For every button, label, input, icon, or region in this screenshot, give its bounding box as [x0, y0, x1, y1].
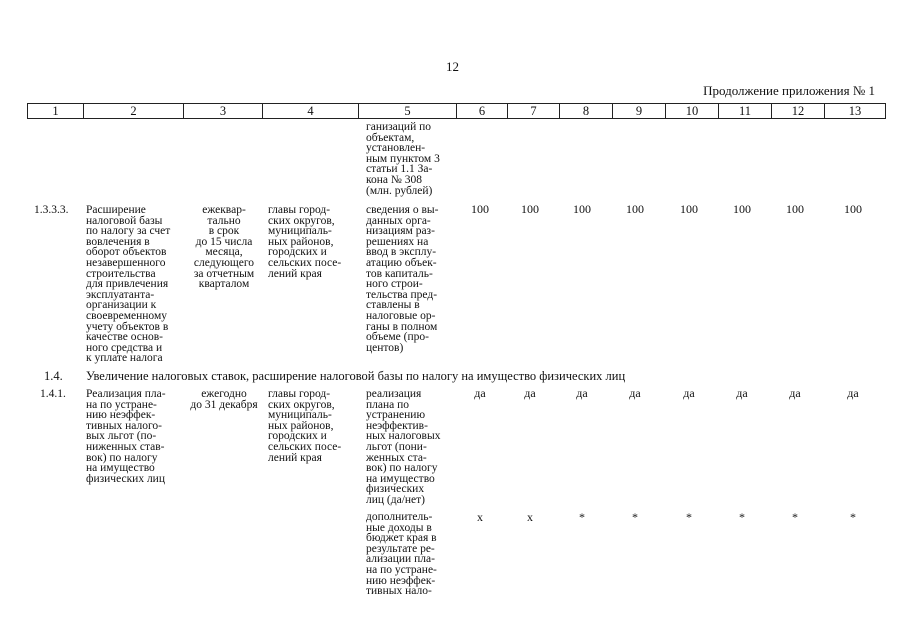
carry-over-indicator-text: ганизаций по объектам, установлен- ным пунктом 3 статьи 1.1 За- кона № 308 (млн. рублей) — [366, 121, 440, 197]
value-cell: 100 — [680, 202, 698, 216]
section-number: 1.4. — [44, 369, 63, 383]
value-cell: да — [629, 386, 641, 400]
value-cell: 100 — [471, 202, 489, 216]
row-number: 1.4.1. — [40, 388, 66, 400]
column-header: 2 — [84, 104, 184, 119]
value-cell: 100 — [844, 202, 862, 216]
section-title: Увеличение налоговых ставок, расширение налоговой базы по налогу на имущество физических лиц — [86, 369, 626, 383]
column-header: 11 — [719, 104, 772, 119]
value-cell: 100 — [786, 202, 804, 216]
column-header-row — [27, 103, 886, 119]
value-cell: 100 — [733, 202, 751, 216]
deadline: ежегодно до 31 декабря — [190, 388, 258, 411]
value-cell: * — [850, 510, 856, 524]
value-cell: да — [524, 386, 536, 400]
column-header: 7 — [508, 104, 560, 119]
deadline: ежеквар- тально в срок до 15 числа месяца, следующего за отчетным кварталом — [193, 204, 255, 291]
row-number: 1.3.3.3. — [34, 204, 69, 216]
appendix-continuation: Продолжение приложения № 1 — [703, 83, 875, 98]
value-cell: да — [847, 386, 859, 400]
value-cell: * — [739, 510, 745, 524]
indicator: сведения о вы- данных орга- низациям раз- решениях на ввод в эксплу- атацию объек- тов капиталь- ного строи- тельства пред- ставлены в налоговые ор- ганы в полном объеме (про- центов) — [366, 204, 439, 354]
column-header: 1 — [28, 104, 84, 119]
value-cell: * — [792, 510, 798, 524]
value-cell: 100 — [626, 202, 644, 216]
column-header: 13 — [825, 104, 886, 119]
value-cell: * — [579, 510, 585, 524]
column-header: 5 — [359, 104, 457, 119]
measure-name: Расширение налоговой базы по налогу за счет вовлечения в оборот объектов незавершенного строительства для привлечения эксплуатанта- организации к своевременному учету объектов в качестве основ- ного средства и к уплате налога — [86, 204, 171, 365]
value-cell: да — [683, 386, 695, 400]
value-cell: да — [736, 386, 748, 400]
value-cell: х — [477, 510, 483, 524]
column-header: 10 — [666, 104, 719, 119]
value-cell: да — [789, 386, 801, 400]
column-header: 4 — [263, 104, 359, 119]
measure-name: Реализация пла- на по устране- нию неэффек- тивных налого- вых льгот (по- ниженных став- вок) по налогу на имущество физических лиц — [86, 388, 166, 485]
column-header: 12 — [772, 104, 825, 119]
value-cell: да — [576, 386, 588, 400]
column-header: 6 — [457, 104, 508, 119]
column-header: 3 — [184, 104, 263, 119]
page-number: 12 — [446, 59, 459, 74]
indicator: дополнитель- ные доходы в бюджет края в результате ре- ализации пла- на по устране- нию неэффек- тивных нало- — [366, 511, 437, 598]
value-cell: * — [632, 510, 638, 524]
value-cell: да — [474, 386, 486, 400]
column-header: 8 — [560, 104, 613, 119]
indicator: реализация плана по устранению неэффектив- ных налоговых льгот (пони- женных ста- вок) по налогу на имущество физических лиц (да/нет) — [366, 388, 441, 506]
column-header: 9 — [613, 104, 666, 119]
value-cell: 100 — [521, 202, 539, 216]
value-cell: х — [527, 510, 533, 524]
value-cell: 100 — [573, 202, 591, 216]
responsible: главы город- ских округов, муниципаль- ных районов, городских и сельских посе- лений края — [268, 388, 342, 464]
responsible: главы город- ских округов, муниципаль- ных районов, городских и сельских посе- лений края — [268, 204, 342, 280]
value-cell: * — [686, 510, 692, 524]
